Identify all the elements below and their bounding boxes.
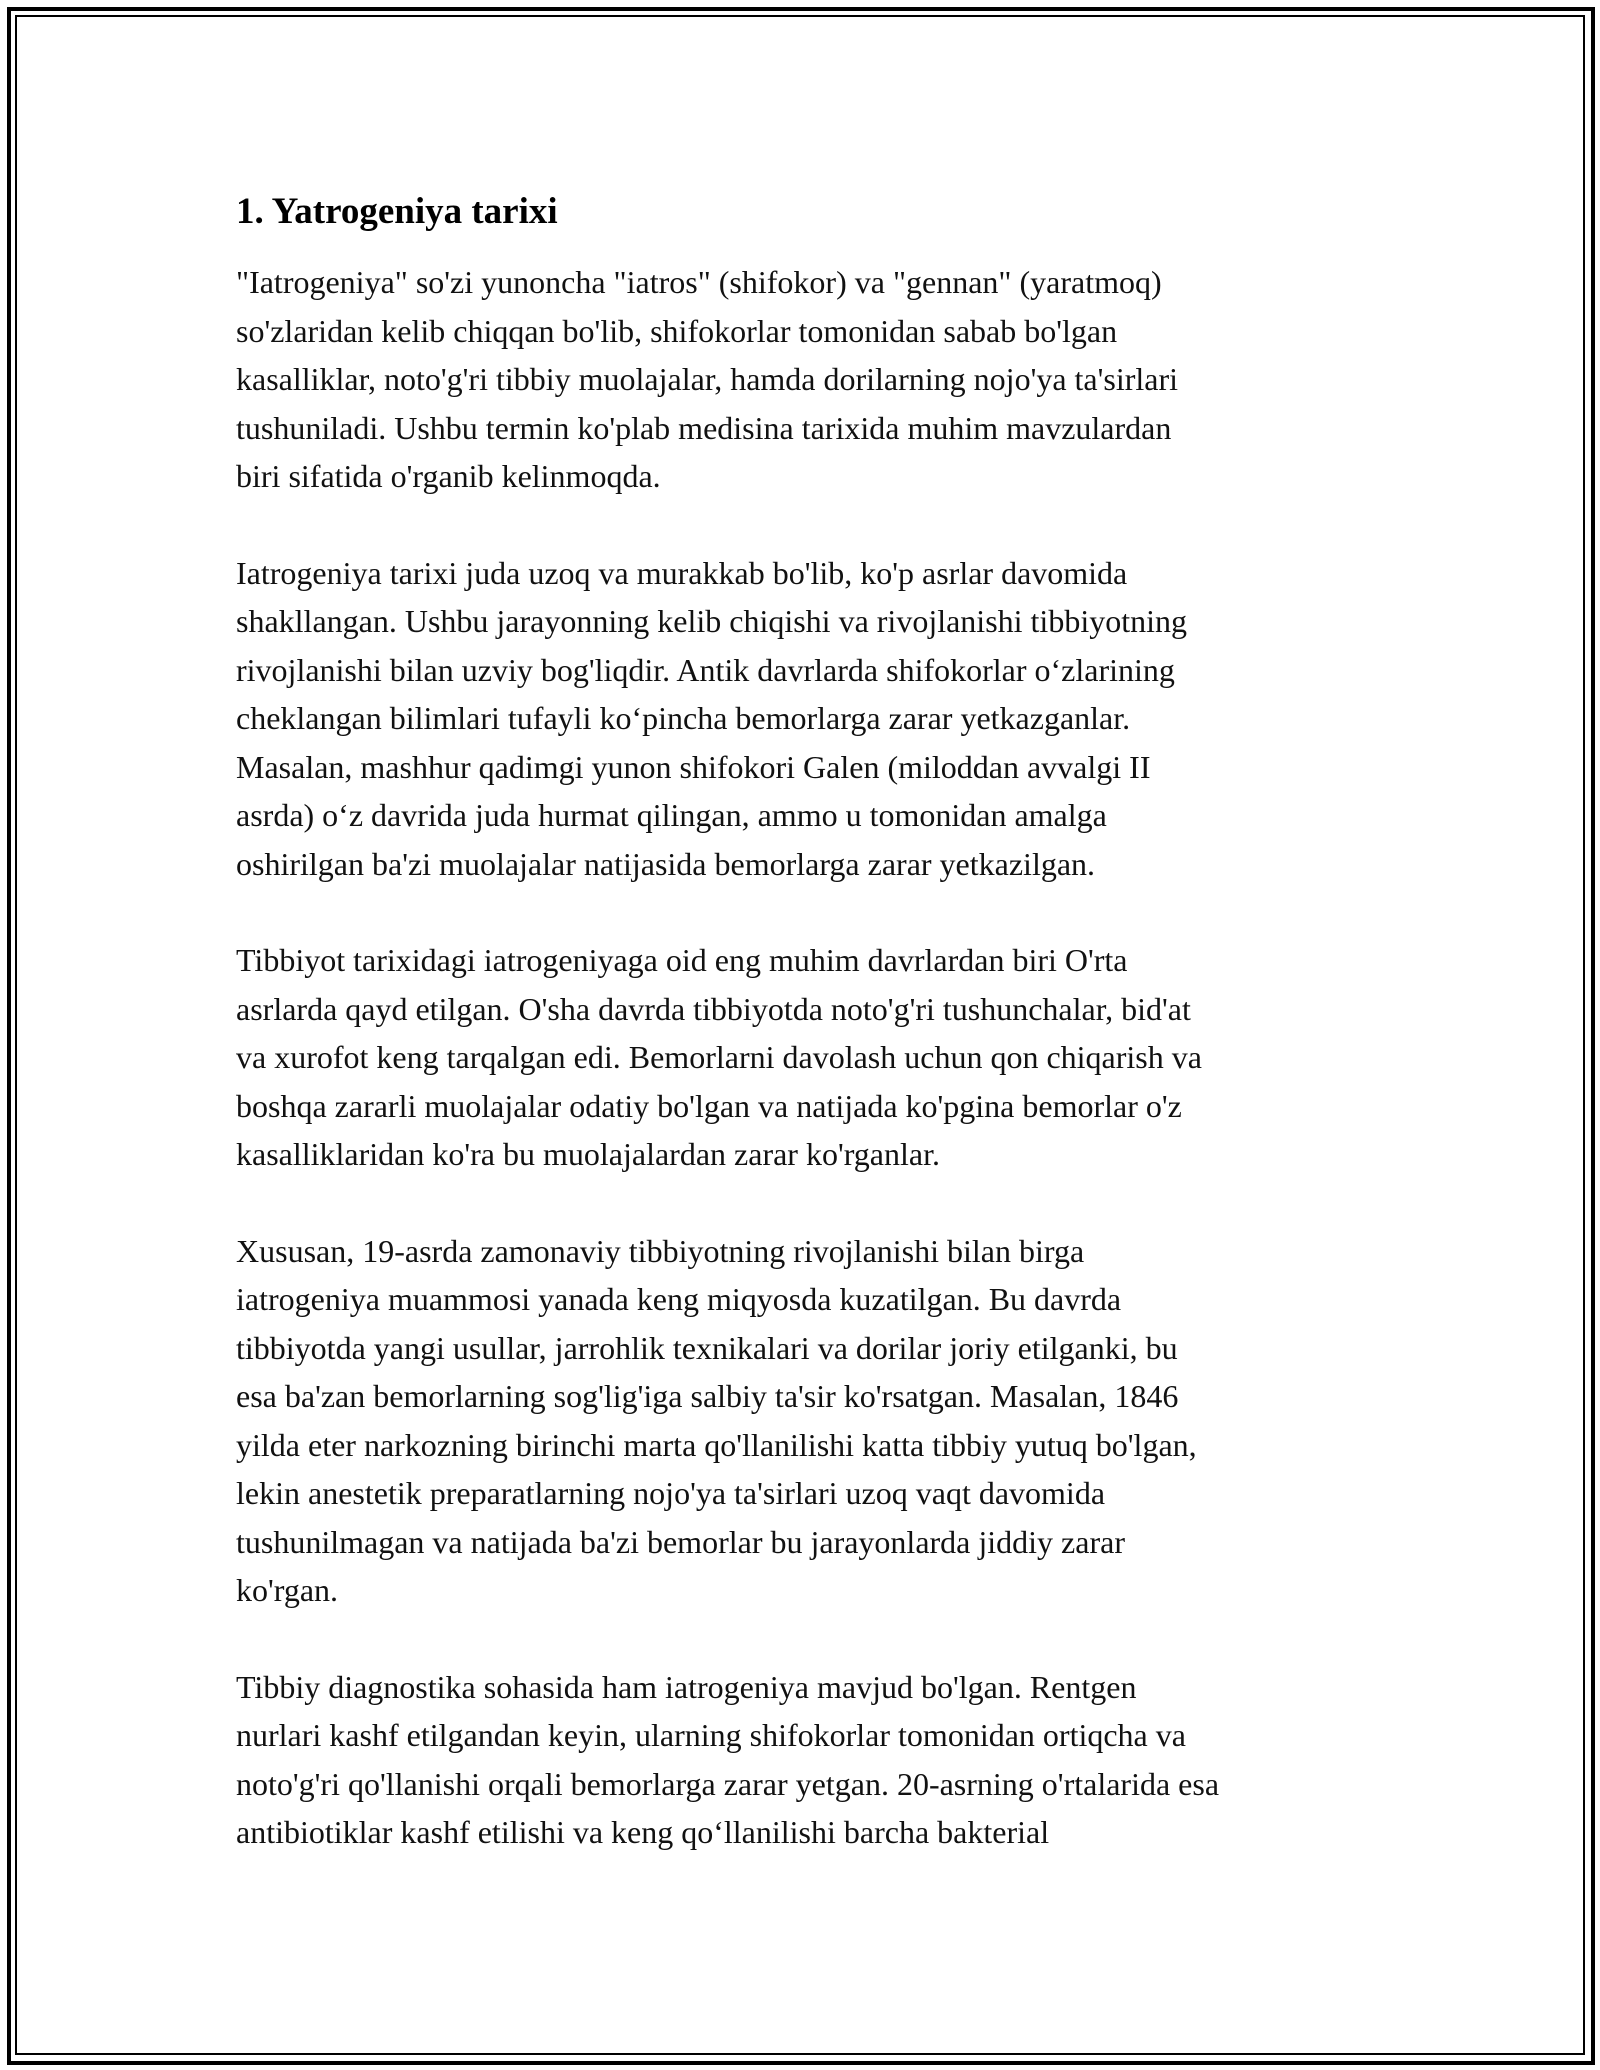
paragraph [236, 1227, 1386, 1615]
paragraph-line: biri sifatida o'rganib kelinmoqda. [236, 458, 661, 494]
paragraph-line: tushunilmagan va natijada ba'zi bemorlar bu jarayonlarda jiddiy zarar [236, 1523, 1125, 1560]
paragraph-line: Masalan, mashhur qadimgi yunon shifokori Galen (miloddan avvalgi II [236, 748, 1151, 785]
paragraph-line: tibbiyotda yangi usullar, jarrohlik texnikalari va dorilar joriy etilganki, bu [236, 1329, 1178, 1366]
paragraph-line: oshirilgan ba'zi muolajalar natijasida bemorlarga zarar yetkazilgan. [236, 845, 1096, 882]
paragraph-line: "Iatrogeniya" so'zi yunoncha "iatros" (shifokor) va "gennan" (yaratmoq) [236, 264, 1162, 300]
paragraph-line: tushuniladi. Ushbu termin ko'plab medisina tarixida muhim mavzulardan [236, 409, 1172, 446]
paragraph-line: cheklangan bilimlari tufayli ko‘pincha bemorlarga zarar yetkazganlar. [236, 700, 1131, 736]
paragraph-line: Xususan, 19-asrda zamonaviy tibbiyotning rivojlanishi bilan birga [236, 1232, 1085, 1269]
section-heading: 1. Yatrogeniya tarixi [236, 191, 558, 232]
document-body [236, 186, 1386, 1905]
paragraph-list [236, 258, 1386, 1857]
paragraph-line: yilda eter narkozning birinchi marta qo'llanilishi katta tibbiy yutuq bo'lgan, [236, 1426, 1197, 1463]
paragraph-line: ko'rgan. [236, 1572, 339, 1608]
paragraph-line: kasalliklar, noto'g'ri tibbiy muolajalar, hamda dorilarning nojo'ya ta'sirlari [236, 361, 1179, 397]
paragraph-line: va xurofot keng tarqalgan edi. Bemorlarni davolash uchun qon chiqarish va [236, 1039, 1202, 1075]
paragraph [236, 258, 1386, 501]
paragraph [236, 1663, 1386, 1857]
paragraph [236, 936, 1386, 1179]
paragraph [236, 549, 1386, 889]
paragraph-line: asrda) o‘z davrida juda hurmat qilingan, ammo u tomonidan amalga [236, 797, 1107, 833]
paragraph-line: Tibbiy diagnostika sohasida ham iatrogeniya mavjud bo'lgan. Rentgen [236, 1668, 1137, 1705]
paragraph-line: boshqa zararli muolajalar odatiy bo'lgan va natijada ko'pgina bemorlar o'z [236, 1087, 1182, 1124]
paragraph-line: antibiotiklar kashf etilishi va keng qo‘llanilishi barcha bakterial [236, 1814, 1050, 1850]
paragraph-line: Tibbiyot tarixidagi iatrogeniyaga oid eng muhim davrlardan biri O'rta [236, 942, 1128, 978]
paragraph-line: kasalliklaridan ko'ra bu muolajalardan zarar ko'rganlar. [236, 1136, 940, 1172]
paragraph-line: nurlari kashf etilgandan keyin, ularning shifokorlar tomonidan ortiqcha va [236, 1717, 1186, 1753]
paragraph-line: noto'g'ri qo'llanishi orqali bemorlarga zarar yetgan. 20-asrning o'rtalarida esa [236, 1765, 1220, 1802]
paragraph-line: rivojlanishi bilan uzviy bog'liqdir. Antik davrlarda shifokorlar o‘zlarining [236, 651, 1175, 688]
paragraph-line: shakllangan. Ushbu jarayonning kelib chiqishi va rivojlanishi tibbiyotning [236, 603, 1187, 639]
paragraph-line: Iatrogeniya tarixi juda uzoq va murakkab bo'lib, ko'p asrlar davomida [236, 554, 1128, 591]
paragraph-line: so'zlaridan kelib chiqqan bo'lib, shifokorlar tomonidan sabab bo'lgan [236, 312, 1118, 349]
paragraph-line: esa ba'zan bemorlarning sog'lig'iga salbiy ta'sir ko'rsatgan. Masalan, 1846 [236, 1378, 1179, 1414]
paragraph-line: asrlarda qayd etilgan. O'sha davrda tibbiyotda noto'g'ri tushunchalar, bid'at [236, 990, 1191, 1027]
paragraph-line: lekin anestetik preparatlarning nojo'ya ta'sirlari uzoq vaqt davomida [236, 1475, 1106, 1511]
paragraph-line: iatrogeniya muammosi yanada keng miqyosda kuzatilgan. Bu davrda [236, 1281, 1122, 1317]
